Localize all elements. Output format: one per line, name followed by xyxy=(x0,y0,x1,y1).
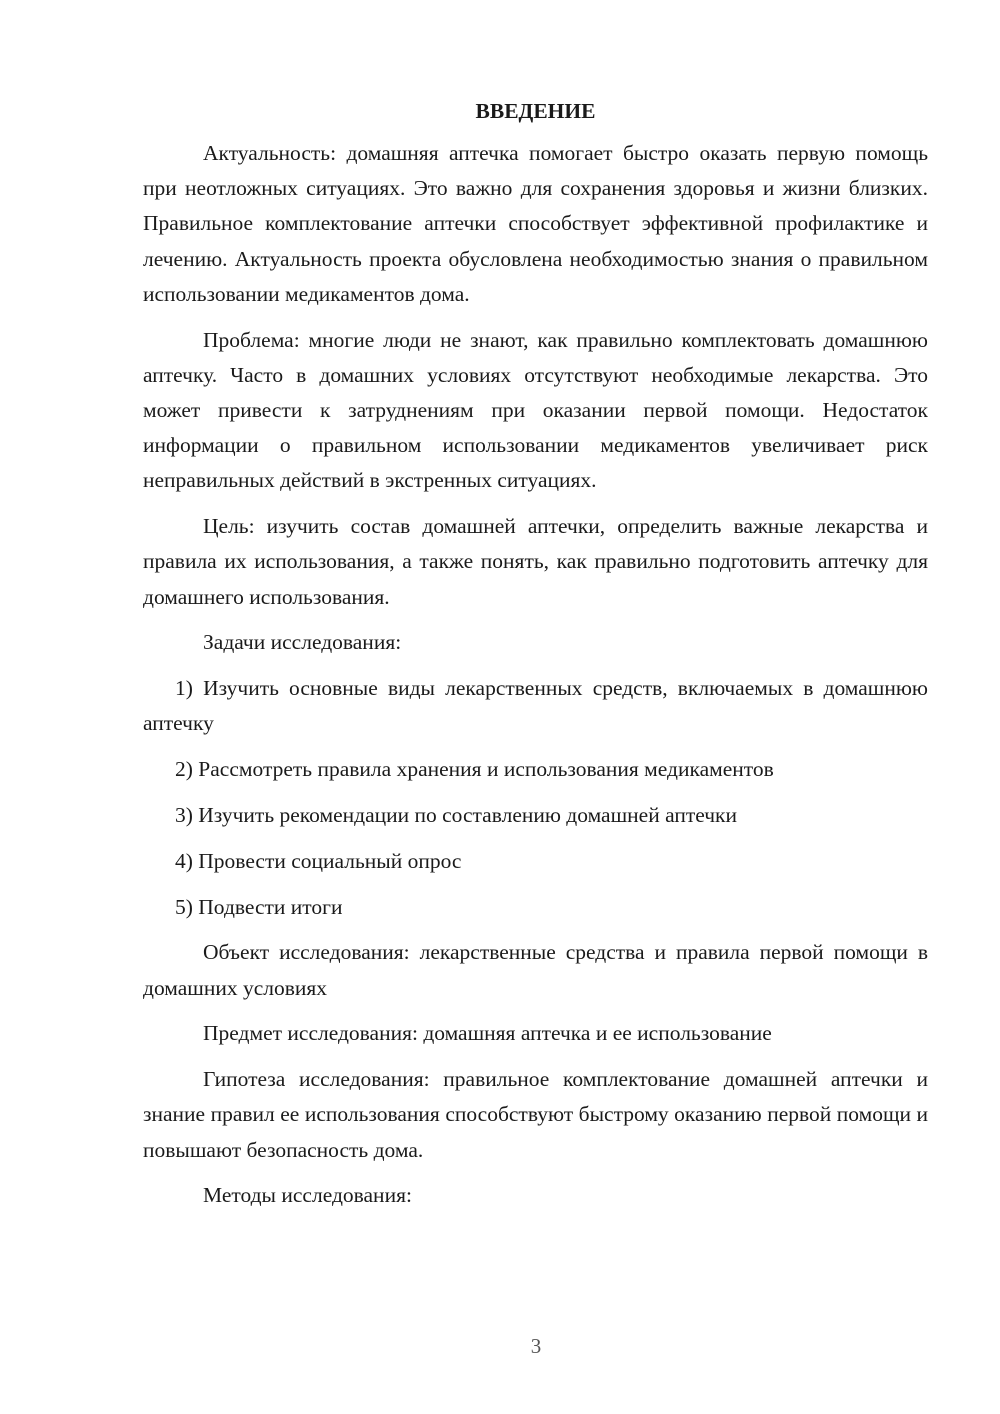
task-item-1: 1) Изучить основные виды лекарственных средств, включаемых в домашнюю аптечку xyxy=(143,676,928,736)
page-number: 3 xyxy=(530,1334,542,1358)
paragraph-object: Объект исследования: лекарственные средства и правила первой помощи в домашних условиях xyxy=(143,940,928,1000)
task-item-3: 3) Изучить рекомендации по составлению домашней аптечки xyxy=(175,803,738,828)
section-heading: ВВЕДЕНИЕ xyxy=(475,99,596,123)
paragraph-problem: Проблема: многие люди не знают, как правильно комплектовать домашнюю аптечку. Часто в домашних условиях отсутствуют необходимые лекарства. Это может привести к затруднениям при оказании первой помощи. Недостаток информации о правильном использовании медикаментов увеличивает риск неправильных действий в экстренных ситуациях. xyxy=(143,327,928,493)
task-item-5: 5) Подвести итоги xyxy=(175,894,343,919)
paragraph-relevance: Актуальность: домашняя аптечка помогает быстро оказать первую помощь при неотложных ситуациях. Это важно для сохранения здоровья и жизни близких. Правильное комплектование аптечки способствует эффективной профилактике и лечению. Актуальность проекта обусловлена необходимостью знания о правильном использовании медикаментов дома. xyxy=(143,141,928,306)
paragraph-subject: Предмет исследования: домашняя аптечка и ее использование xyxy=(203,1021,772,1046)
task-item-2: 2) Рассмотреть правила хранения и использования медикаментов xyxy=(175,757,774,782)
task-item-4: 4) Провести социальный опрос xyxy=(175,848,462,873)
paragraph-hypothesis: Гипотеза исследования: правильное комплектование домашней аптечки и знание правил ее использования способствуют быстрому оказанию первой помощи и повышают безопасность дома. xyxy=(143,1067,928,1162)
paragraph-goal: Цель: изучить состав домашней аптечки, определить важные лекарства и правила их использования, а также понять, как правильно подготовить аптечку для домашнего использования. xyxy=(143,514,928,609)
paragraph-methods: Методы исследования: xyxy=(203,1183,412,1208)
document-page xyxy=(143,96,928,1224)
paragraph-tasks-title: Задачи исследования: xyxy=(203,630,402,655)
